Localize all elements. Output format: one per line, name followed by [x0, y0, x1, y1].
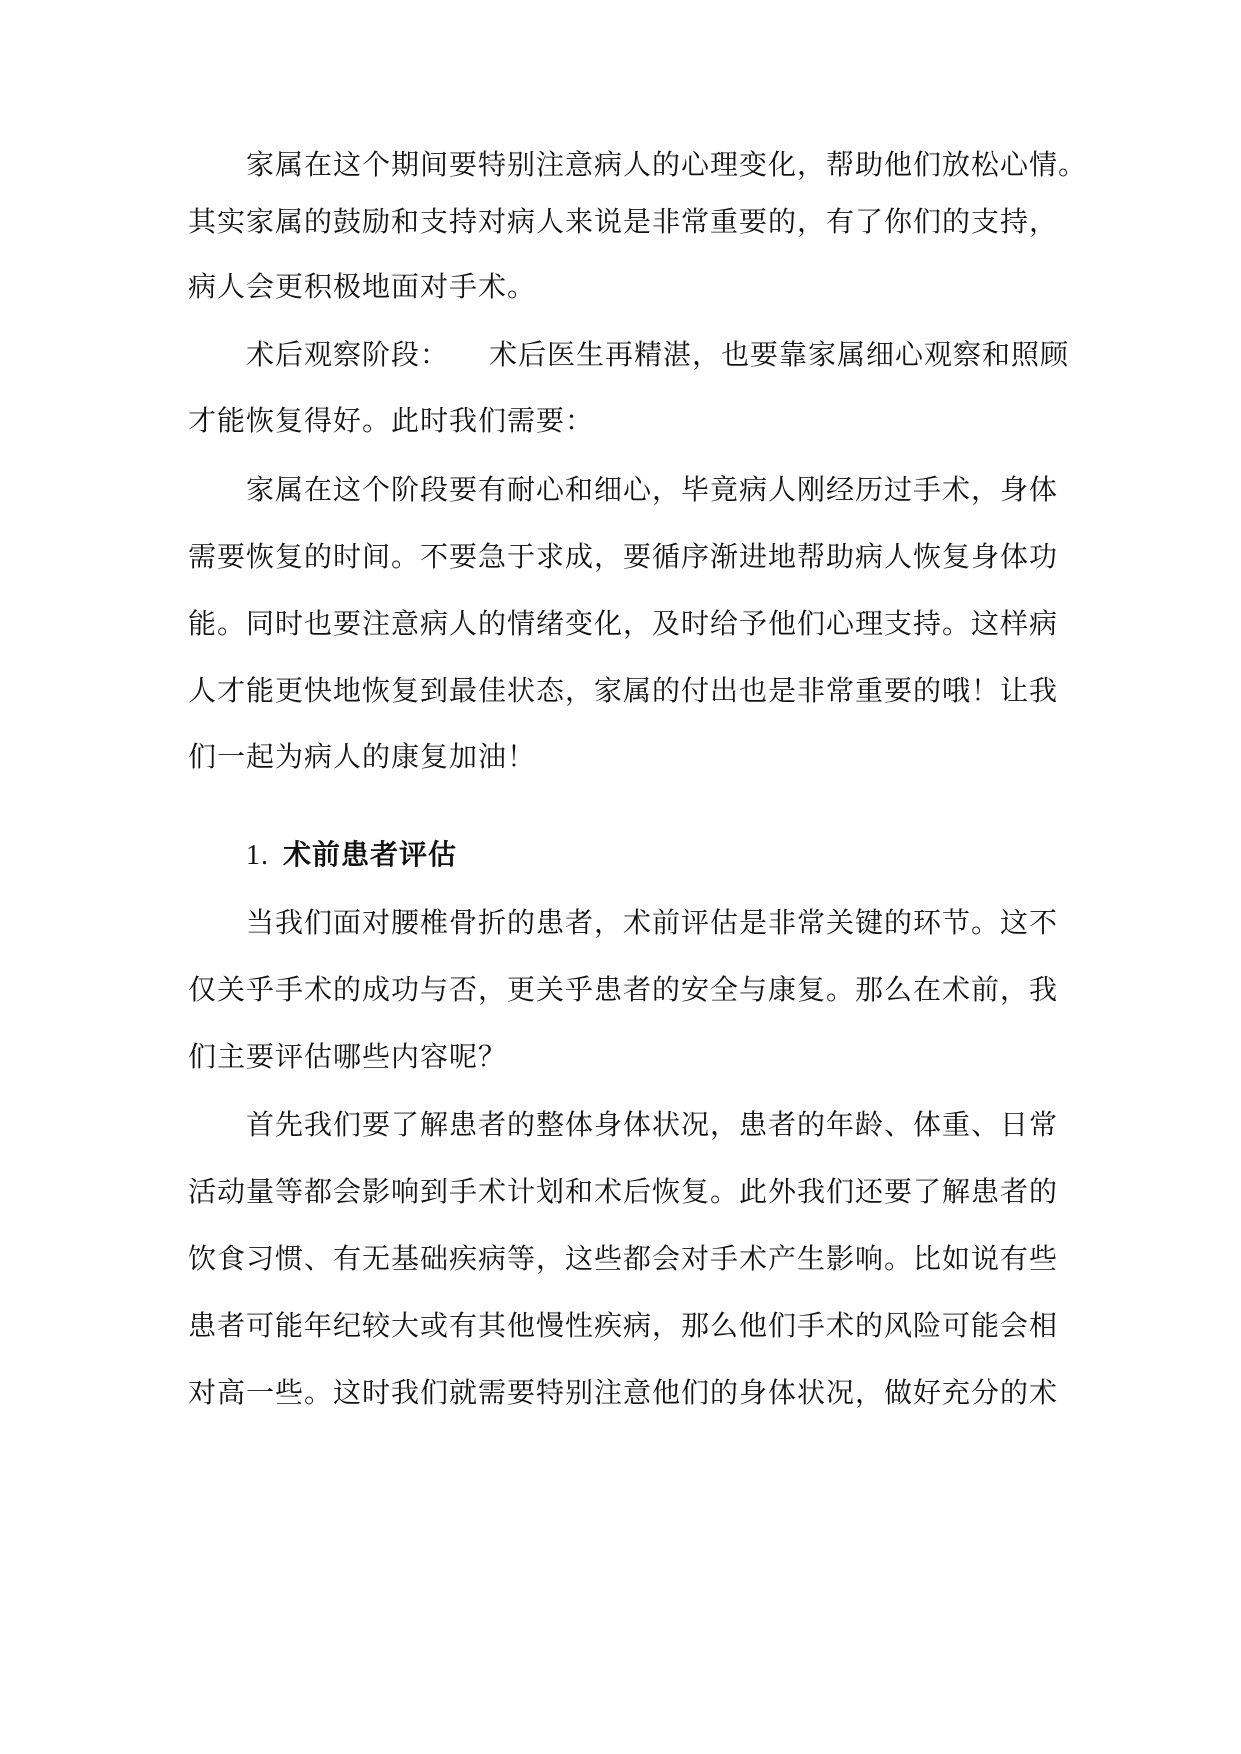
paragraph-line: 病人会更积极地面对手术。: [188, 270, 537, 303]
paragraph-line: 们主要评估哪些内容呢？: [188, 1040, 508, 1073]
paragraph-line: 仅关乎手术的成功与否，更关乎患者的安全与康复。那么在术前，我: [188, 973, 1059, 1006]
paragraph-text: 术后医生再精湛，也要靠家属细心观察和照顾: [489, 338, 1070, 371]
paragraph-line: 饮食习惯、有无基础疾病等，这些都会对手术产生影响。比如说有些: [188, 1242, 1059, 1275]
section-number: 1.: [246, 840, 269, 871]
section-heading: [246, 838, 457, 872]
paragraph-line: 当我们面对腰椎骨折的患者，术前评估是非常关键的环节。这不: [246, 906, 1059, 939]
paragraph-line: 才能恢复得好。此时我们需要：: [188, 404, 595, 437]
paragraph-line: 对高一些。这时我们就需要特别注意他们的身体状况，做好充分的术: [188, 1376, 1059, 1409]
paragraph-line: 患者可能年纪较大或有其他慢性疾病，那么他们手术的风险可能会相: [188, 1309, 1059, 1342]
paragraph-line: 活动量等都会影响到手术计划和术后恢复。此外我们还要了解患者的: [188, 1175, 1059, 1208]
paragraph-line: 首先我们要了解患者的整体身体状况，患者的年龄、体重、日常: [246, 1108, 1059, 1141]
paragraph-line: 家属在这个阶段要有耐心和细心，毕竟病人刚经历过手术，身体: [246, 473, 1059, 506]
paragraph-line: 人才能更快地恢复到最佳状态，家属的付出也是非常重要的哦！让我: [188, 674, 1059, 707]
section-label: 术后观察阶段：: [246, 338, 450, 371]
paragraph-line: 其实家属的鼓励和支持对病人来说是非常重要的，有了你们的支持，: [188, 205, 1059, 238]
paragraph-line: 能。同时也要注意病人的情绪变化，及时给予他们心理支持。这样病: [188, 607, 1059, 640]
paragraph-line: 们一起为病人的康复加油！: [188, 740, 537, 773]
paragraph-line-with-label: [246, 338, 1068, 372]
paragraph-line: 需要恢复的时间。不要急于求成，要循序渐进地帮助病人恢复身体功: [188, 540, 1059, 573]
section-title: 术前患者评估: [283, 838, 458, 871]
paragraph-line: 家属在这个期间要特别注意病人的心理变化，帮助他们放松心情。: [246, 148, 1088, 181]
